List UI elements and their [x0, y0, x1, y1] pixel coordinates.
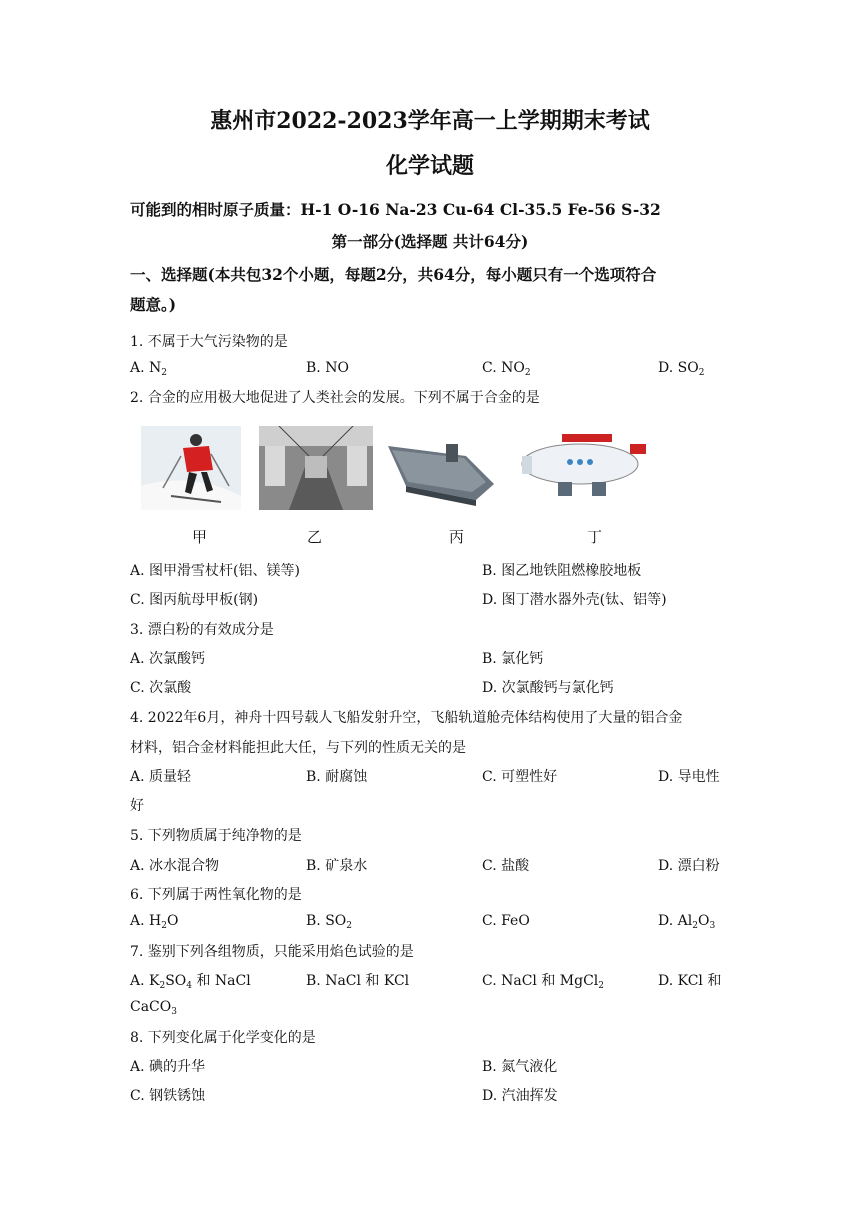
- q7-option-d: D. KCl 和: [658, 973, 722, 989]
- q3-option-b: B. 氯化钙: [482, 651, 544, 667]
- q3-option-c: C. 次氯酸: [130, 680, 192, 696]
- skier-image: [141, 426, 241, 510]
- question-8: 8. 下列变化属于化学变化的是: [130, 1030, 316, 1046]
- question-4-cont: 材料，铝合金材料能担此大任，与下列的性质无关的是: [130, 740, 466, 756]
- caption-bing: 丙: [449, 528, 465, 546]
- q4-option-c: C. 可塑性好: [482, 769, 558, 785]
- section-heading-cont: 题意。): [130, 295, 177, 314]
- q6-option-c: C. FeO: [482, 913, 530, 929]
- question-5: 5. 下列物质属于纯净物的是: [130, 828, 302, 844]
- q1-option-a: A. $N_2$: [130, 360, 167, 378]
- subway-image: [259, 426, 373, 510]
- question-7: 7. 鉴别下列各组物质，只能采用焰色试验的是: [130, 944, 414, 960]
- q7-option-d-cont: CaCO$_3$: [130, 999, 177, 1017]
- q2-option-c: C. 图丙航母甲板(钢): [130, 592, 259, 608]
- question-3: 3. 漂白粉的有效成分是: [130, 622, 274, 638]
- q7-option-a: A. $K_2SO_4$ 和 NaCl: [130, 973, 251, 991]
- atomic-masses: 可能到的相时原子质量：H-1 O-16 Na-23 Cu-64 Cl-35.5 Fe-56 S-32: [130, 200, 661, 219]
- q5-option-a: A. 冰水混合物: [130, 858, 220, 874]
- q6-option-a: A. $H_2O$: [130, 913, 179, 931]
- q3-option-a: A. 次氯酸钙: [130, 651, 206, 667]
- section-heading: 一、选择题(本共包32个小题，每题2分，共64分，每小题只有一个选项符合: [130, 265, 657, 284]
- q4-option-d: D. 导电性: [658, 769, 720, 785]
- q2-option-a: A. 图甲滑雪杖杆(铝、镁等): [130, 563, 300, 579]
- q5-option-c: C. 盐酸: [482, 858, 530, 874]
- q4-option-d-cont: 好: [130, 798, 144, 814]
- page-title: 惠州市2022-2023学年高一上学期期末考试: [210, 108, 650, 134]
- q8-option-d: D. 汽油挥发: [482, 1088, 558, 1104]
- question-4: 4. 2022年6月，神舟十四号载人飞船发射升空，飞船轨道舱壳体结构使用了大量的铝合金: [130, 710, 683, 726]
- q7-option-b: B. NaCl 和 KCl: [306, 973, 410, 989]
- q1-option-b: B. NO: [306, 360, 349, 376]
- q4-option-a: A. 质量轻: [130, 769, 192, 785]
- page-subtitle: 化学试题: [385, 153, 474, 179]
- question-6: 6. 下列属于两性氧化物的是: [130, 887, 302, 903]
- q8-option-c: C. 钢铁锈蚀: [130, 1088, 206, 1104]
- q1-option-d: D. $SO_2$: [658, 360, 705, 378]
- q3-option-d: D. 次氯酸钙与氯化钙: [482, 680, 614, 696]
- q2-option-b: B. 图乙地铁阻燃橡胶地板: [482, 563, 642, 579]
- q6-option-d: D. $Al_2O_3$: [658, 913, 716, 931]
- caption-ding: 丁: [587, 528, 603, 546]
- carrier-image: [386, 426, 498, 510]
- q1-option-c: C. $NO_2$: [482, 360, 531, 378]
- caption-jia: 甲: [192, 528, 208, 546]
- question-1: 1. 不属于大气污染物的是: [130, 334, 288, 350]
- q8-option-b: B. 氮气液化: [482, 1059, 558, 1075]
- q4-option-b: B. 耐腐蚀: [306, 769, 368, 785]
- submersible-image: [518, 426, 654, 510]
- q5-option-b: B. 矿泉水: [306, 858, 368, 874]
- q5-option-d: D. 漂白粉: [658, 858, 720, 874]
- part-heading: 第一部分(选择题 共计64分): [331, 232, 529, 251]
- question-2: 2. 合金的应用极大地促进了人类社会的发展。下列不属于合金的是: [130, 390, 540, 406]
- q6-option-b: B. $SO_2$: [306, 913, 352, 931]
- q8-option-a: A. 碘的升华: [130, 1059, 206, 1075]
- q2-option-d: D. 图丁潜水器外壳(钛、铝等): [482, 592, 667, 608]
- q7-option-c: C. NaCl 和 MgCl$_2$: [482, 973, 605, 991]
- caption-yi: 乙: [307, 528, 323, 546]
